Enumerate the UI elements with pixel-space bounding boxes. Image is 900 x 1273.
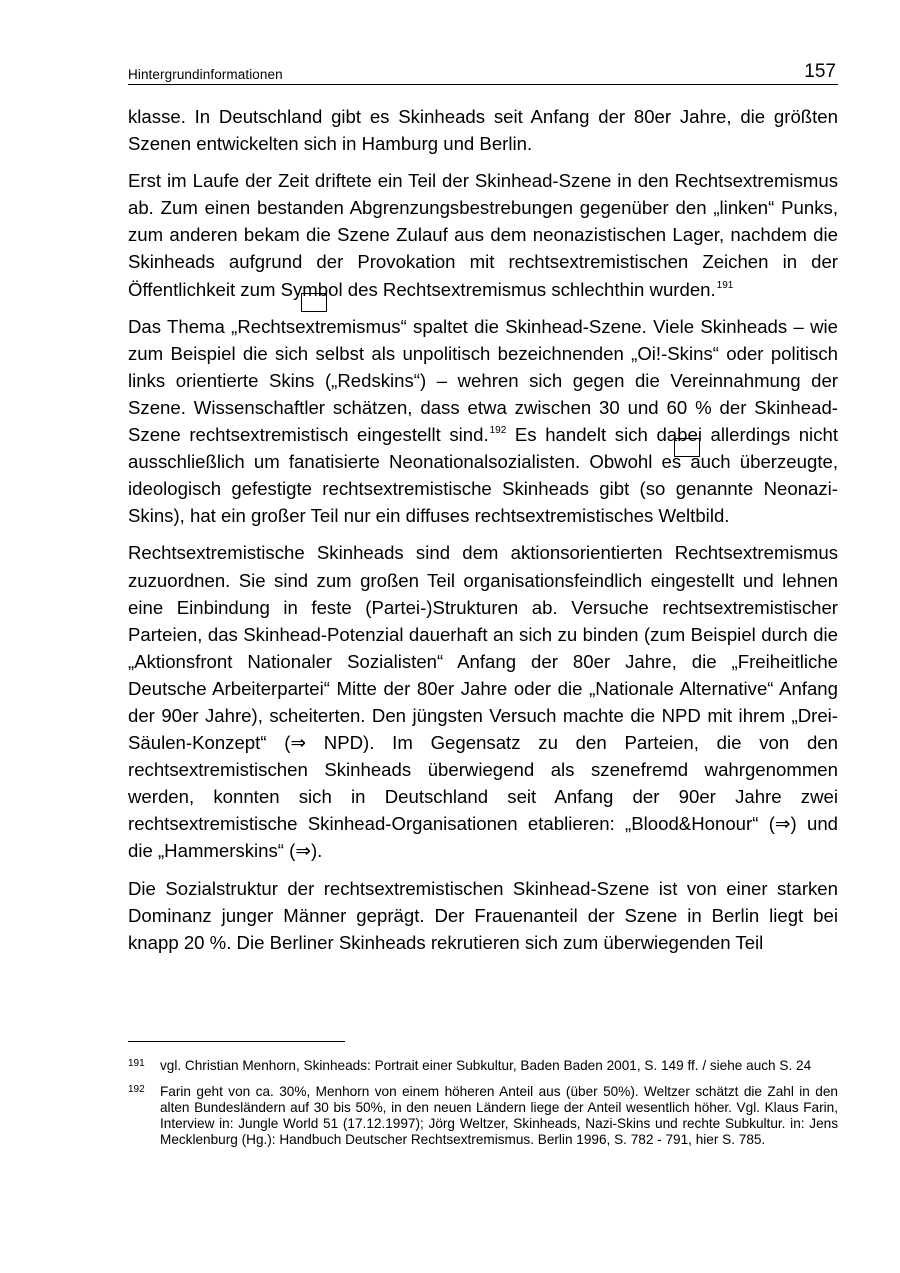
paragraph-4: Rechtsextremistische Skinheads sind dem aktionsorientierten Rechtsextremismus zuzuordnen. Sie sind zum großen Teil organisationsfeindlich eingestellt und lehnen eine Einbindung in feste (Partei-)Strukturen ab. Versuche rechtsextremistischer Parteien, das Skinhead-Potenzial dauerhaft an sich zu binden (zum Beispiel durch die „Aktionsfront Nationaler Sozialisten“ Anfang der 80er Jahre, die „Freiheitliche Deutsche Arbeiterpartei“ Mitte der 80er Jahre oder die „Nationale Alternative“ Anfang der 90er Jahre), scheiterten. Den jüngsten Versuch machte die NPD mit ihrem „Drei-Säulen-Konzept“ (⇒ NPD). Im Gegensatz zu den Parteien, die von den rechtsextremistischen Skinheads überwiegend als szenefremd wahrgenommen werden, konnten sich in Deutschland seit Anfang der 90er Jahre zwei rechtsextremistische Skinhead-Organisationen etablieren: „Blood&Honour“ (⇒) und die „Hammerskins“ (⇒). [128,542,838,862]
paragraph-3 [128,313,838,530]
footnote-text: Farin geht von ca. 30%, Menhorn von einem höheren Anteil aus (über 50%). Weltzer schätzt die Zahl in den alten Bundesländern auf 30 bis 50%, in den neuen Ländern liege der Anteil wesentlich höher. Vgl. Klaus Farin, Interview in: Jungle World 51 (17.12.1997); Jörg Weltzer, Skinheads, Nazi-Skins und rechte Subkultur. in: Jens Mecklenburg (Hg.): Handbuch Deutscher Rechtsextremismus. Berlin 1996, S. 782 - 791, hier S. 785. [160,1084,838,1147]
footnote-ref-192[interactable]: 192 [489,425,507,437]
paragraph-3-text-b: Es handelt sich dabei allerdings nicht ausschließlich um fanatisierte Neonationalsozialisten. Obwohl es auch überzeugte, ideologisch gefestigte rechtsextremistische Skinheads gibt (so genannte Neonazi-Skins), hat ein großer Teil nur ein diffuses rechtsextremistisches Weltbild. [128,424,838,527]
running-header [128,60,838,85]
footnote-number: 192 [128,1084,145,1095]
footnote-text: vgl. Christian Menhorn, Skinheads: Portrait einer Subkultur, Baden Baden 2001, S. 149 ff. / siehe auch S. 24 [160,1058,812,1073]
footnote [128,1084,838,1148]
paragraph-5: Die Sozialstruktur der rechtsextremistischen Skinhead-Szene ist von einer starken Dominanz junger Männer geprägt. Der Frauenanteil der Szene in Berlin liegt bei knapp 20 %. Die Berliner Skinheads rekrutieren sich zum überwiegenden Teil [128,877,838,953]
header-section-title: Hintergrundinformationen [128,67,283,82]
paragraph-3-text-a: Das Thema „Rechtsextremismus“ spaltet die Skinhead-Szene. Viele Skinheads – wie zum Beispiel die sich selbst als unpolitisch bezeichnenden „Oi!-Skins“ oder politisch links orientierte Skins („Redskins“) – wehren sich gegen die Vereinnahmung der Szene. Wissenschaftler schätzen, dass etwa zwischen 30 und 60 % der Skinhead-Szene rechtsextremistisch eingestellt sind. [128,315,838,446]
footnote-separator [128,1041,345,1042]
paragraph-2-text: Erst im Laufe der Zeit driftete ein Teil der Skinhead-Szene in den Rechtsextremismus ab. Zum einen bestanden Abgrenzungsbestrebungen gegenüber den „linken“ Punks, zum anderen bekam die Szene Zulauf aus dem neonazistischen Lager, nachdem die Skinheads aufgrund der Provokation mit rechtsextremistischen Zeichen in der Öffentlichkeit zum Symbol des Rechtsextremismus schlechthin wurden. [128,170,838,300]
paragraph-1: klasse. In Deutschland gibt es Skinheads seit Anfang der 80er Jahre, die größten Szenen entwickelten sich in Hamburg und Berlin. [128,106,838,155]
main-text [128,103,838,966]
footnote [128,1058,838,1074]
paragraph-2 [128,167,838,302]
page-number: 157 [804,61,836,82]
footnote-ref-191[interactable]: 191 [716,279,734,291]
footnotes [128,1058,838,1158]
footnote-number: 191 [128,1058,145,1069]
